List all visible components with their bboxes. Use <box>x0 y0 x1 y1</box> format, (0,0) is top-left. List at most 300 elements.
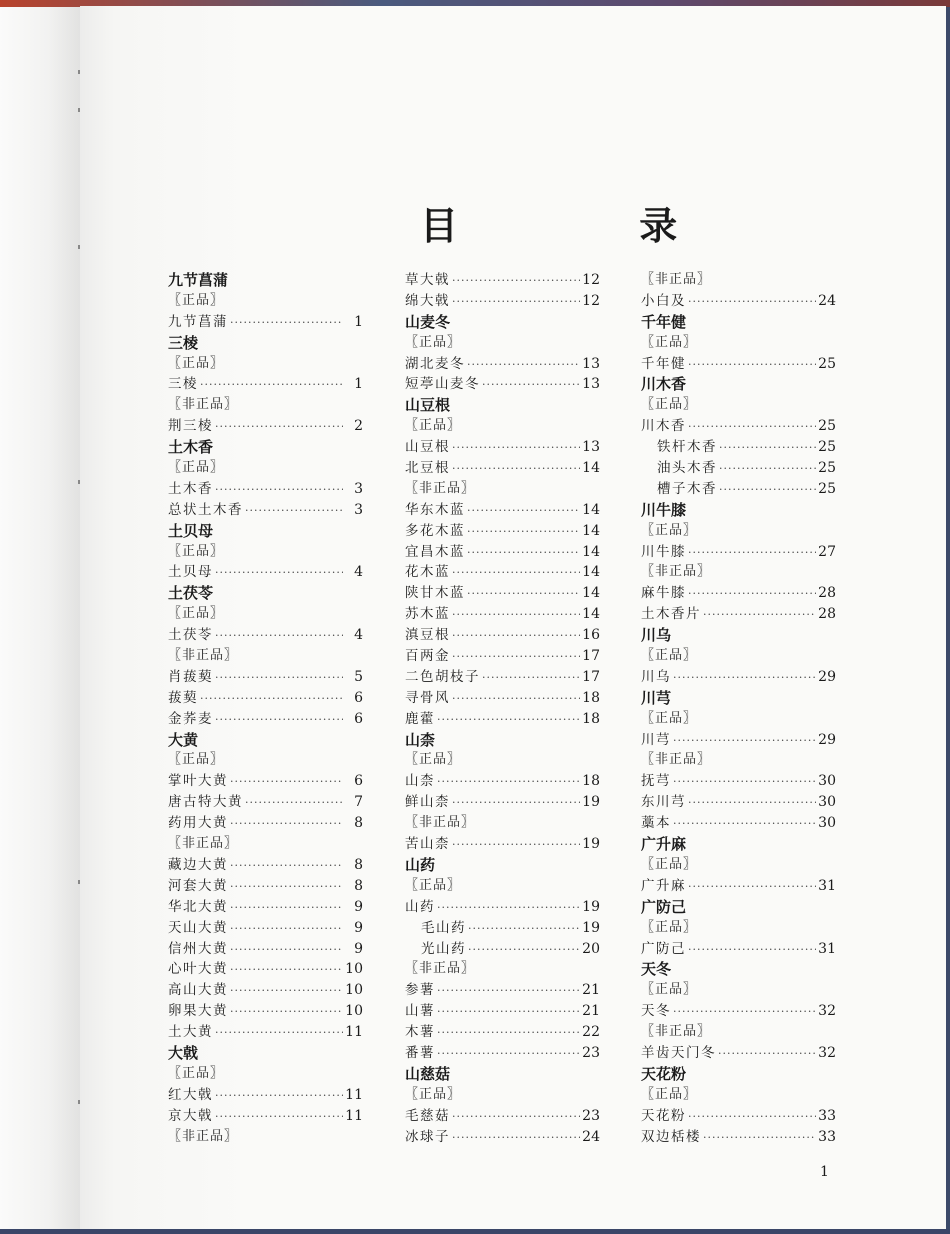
dot-leader <box>228 772 343 793</box>
entry-page-number: 4 <box>354 564 363 581</box>
toc-entry <box>168 500 363 521</box>
toc-entry <box>405 521 600 542</box>
toc-entry <box>405 604 600 625</box>
entry-page-number: 33 <box>818 1128 836 1145</box>
toc-entry <box>168 918 363 939</box>
entry-name: 寻骨风 <box>405 689 450 706</box>
toc-entry <box>405 667 600 688</box>
dot-leader <box>213 417 343 438</box>
section-heading: 广防己 <box>641 897 687 916</box>
entry-page-number: 12 <box>582 292 600 309</box>
entry-name: 京大戟 <box>168 1107 213 1124</box>
entry-page-number: 2 <box>354 418 363 435</box>
toc-entry <box>168 855 363 876</box>
entry-page-number: 11 <box>345 1086 363 1103</box>
entry-name: 菝葜 <box>168 689 198 706</box>
toc-entry <box>641 1043 836 1064</box>
dot-leader <box>450 793 580 814</box>
toc-column-2 <box>405 270 600 1147</box>
category-label: 〖正品〗 <box>405 418 462 434</box>
toc-entry <box>168 312 363 333</box>
toc-entry <box>168 771 363 792</box>
dot-leader <box>671 731 816 752</box>
toc-entry <box>641 604 836 625</box>
entry-page-number: 6 <box>354 773 363 790</box>
category-label: 〖非正品〗 <box>168 648 239 664</box>
dot-leader <box>686 292 816 313</box>
dot-leader <box>228 877 343 898</box>
toc-entry <box>641 291 836 312</box>
entry-name: 鹿藿 <box>405 710 435 727</box>
entry-page-number: 3 <box>354 480 363 497</box>
toc-entry <box>168 939 363 960</box>
dot-leader <box>213 480 343 501</box>
section-heading: 大戟 <box>168 1043 199 1062</box>
toc-entry <box>641 416 836 437</box>
entry-page-number: 25 <box>818 480 836 497</box>
toc-entry <box>405 939 600 960</box>
entry-page-number: 29 <box>818 731 836 748</box>
toc-entry <box>405 583 600 604</box>
section-heading: 天冬 <box>641 960 672 979</box>
entry-name: 麻牛膝 <box>641 585 686 602</box>
entry-name: 山柰 <box>405 773 435 790</box>
entry-page-number: 14 <box>582 522 600 539</box>
dot-leader <box>450 647 580 668</box>
toc-entry <box>168 792 363 813</box>
dot-leader <box>450 689 580 710</box>
entry-name: 毛山药 <box>421 919 466 936</box>
dot-leader <box>435 1044 580 1065</box>
toc-entry <box>405 897 600 918</box>
category-label: 〖正品〗 <box>641 1086 698 1102</box>
toc-entry <box>641 792 836 813</box>
category-label: 〖正品〗 <box>405 877 462 893</box>
dot-leader <box>465 355 580 376</box>
section-heading: 山药 <box>405 855 436 874</box>
entry-name: 苏木蓝 <box>405 606 450 623</box>
dot-leader <box>466 940 580 961</box>
section-heading: 川木香 <box>641 375 687 394</box>
entry-page-number: 23 <box>582 1107 600 1124</box>
entry-name: 天花粉 <box>641 1107 686 1124</box>
entry-name: 绵大戟 <box>405 292 450 309</box>
category-label: 〖非正品〗 <box>641 564 712 580</box>
dot-leader <box>717 438 816 459</box>
dot-leader <box>228 814 343 835</box>
entry-page-number: 23 <box>582 1044 600 1061</box>
entry-page-number: 5 <box>354 668 363 685</box>
entry-page-number: 3 <box>354 501 363 518</box>
dot-leader <box>435 898 580 919</box>
entry-name: 天山大黄 <box>168 919 228 936</box>
entry-page-number: 33 <box>818 1107 836 1124</box>
entry-page-number: 14 <box>582 606 600 623</box>
dot-leader <box>213 1086 343 1107</box>
toc-entry <box>405 270 600 291</box>
category-label: 〖正品〗 <box>405 334 462 350</box>
toc-entry <box>405 542 600 563</box>
dot-leader <box>243 793 343 814</box>
category-label: 〖正品〗 <box>641 856 698 872</box>
dot-leader <box>435 710 580 731</box>
section-heading: 山慈菇 <box>405 1064 451 1083</box>
dot-leader <box>466 919 580 940</box>
toc-entry <box>405 562 600 583</box>
entry-page-number: 18 <box>582 710 600 727</box>
entry-page-number: 10 <box>345 982 363 999</box>
dot-leader <box>480 668 580 689</box>
toc-entry <box>405 1022 600 1043</box>
book-spine <box>0 0 80 1234</box>
toc-entry <box>641 939 836 960</box>
entry-page-number: 27 <box>818 543 836 560</box>
entry-page-number: 30 <box>818 794 836 811</box>
toc-entry <box>641 1127 836 1148</box>
entry-page-number: 31 <box>818 877 836 894</box>
section-heading: 大黄 <box>168 730 199 749</box>
entry-name: 山药 <box>405 898 435 915</box>
dot-leader <box>450 271 580 292</box>
dot-leader <box>465 584 580 605</box>
toc-entry <box>168 709 363 730</box>
entry-page-number: 13 <box>582 376 600 393</box>
dot-leader <box>701 1128 816 1149</box>
category-label: 〖非正品〗 <box>641 272 712 287</box>
dot-leader <box>228 940 343 961</box>
category-label: 〖非正品〗 <box>641 752 712 768</box>
toc-entry <box>641 479 836 500</box>
dot-leader <box>671 772 816 793</box>
toc-entry <box>168 479 363 500</box>
toc-entry <box>168 980 363 1001</box>
entry-name: 抚芎 <box>641 773 671 790</box>
dot-leader <box>228 898 343 919</box>
toc-entry <box>641 1106 836 1127</box>
dot-leader <box>228 313 343 334</box>
entry-name: 土贝母 <box>168 564 213 581</box>
toc-entry <box>405 709 600 730</box>
toc-entry <box>405 1127 600 1148</box>
category-label: 〖正品〗 <box>405 1086 462 1102</box>
entry-page-number: 9 <box>354 919 363 936</box>
entry-page-number: 9 <box>354 898 363 915</box>
entry-page-number: 10 <box>345 961 363 978</box>
dot-leader <box>465 522 580 543</box>
entry-name: 双边栝楼 <box>641 1128 701 1145</box>
page-title: 目 录 <box>420 204 762 248</box>
dot-leader <box>717 459 816 480</box>
section-heading: 土贝母 <box>168 521 214 540</box>
category-label: 〖非正品〗 <box>405 480 476 496</box>
dot-leader <box>671 1002 816 1023</box>
entry-name: 木薯 <box>405 1024 435 1041</box>
category-label: 〖正品〗 <box>641 648 698 664</box>
entry-page-number: 14 <box>582 564 600 581</box>
entry-name: 唐古特大黄 <box>168 794 243 811</box>
entry-name: 广升麻 <box>641 877 686 894</box>
entry-name: 荆三棱 <box>168 418 213 435</box>
toc-entry <box>168 876 363 897</box>
toc-entry <box>168 625 363 646</box>
binding-stitch <box>78 108 80 112</box>
toc-entry <box>641 730 836 751</box>
entry-name: 陕甘木蓝 <box>405 585 465 602</box>
dot-leader <box>450 563 580 584</box>
binding-stitch <box>78 880 80 884</box>
dot-leader <box>228 1002 343 1023</box>
entry-page-number: 19 <box>582 794 600 811</box>
section-heading: 川牛膝 <box>641 500 687 519</box>
toc-entry <box>168 897 363 918</box>
dot-leader <box>465 543 580 564</box>
toc-entry <box>168 667 363 688</box>
toc-entry <box>405 792 600 813</box>
entry-page-number: 6 <box>354 710 363 727</box>
entry-name: 铁杆木香 <box>657 439 717 456</box>
category-label: 〖非正品〗 <box>168 836 239 852</box>
entry-name: 华东木蓝 <box>405 501 465 518</box>
entry-page-number: 12 <box>582 272 600 288</box>
entry-page-number: 30 <box>818 815 836 832</box>
category-label: 〖正品〗 <box>641 334 698 350</box>
entry-page-number: 20 <box>582 940 600 957</box>
dot-leader <box>450 1128 580 1149</box>
toc-entry <box>405 980 600 1001</box>
entry-name: 土木香片 <box>641 606 701 623</box>
dot-leader <box>435 1002 580 1023</box>
dot-leader <box>228 981 343 1002</box>
entry-name: 山豆根 <box>405 439 450 456</box>
section-heading: 山麦冬 <box>405 312 451 331</box>
entry-name: 鲜山柰 <box>405 794 450 811</box>
toc-entry <box>405 1001 600 1022</box>
entry-name: 心叶大黄 <box>168 961 228 978</box>
entry-page-number: 25 <box>818 460 836 477</box>
entry-page-number: 32 <box>818 1044 836 1061</box>
entry-page-number: 18 <box>582 689 600 706</box>
toc-entry <box>641 1001 836 1022</box>
entry-name: 土木香 <box>168 480 213 497</box>
entry-name: 华北大黄 <box>168 898 228 915</box>
category-label: 〖非正品〗 <box>168 1128 239 1144</box>
section-heading: 千年健 <box>641 312 687 331</box>
entry-page-number: 19 <box>582 836 600 853</box>
dot-leader <box>450 459 580 480</box>
entry-name: 掌叶大黄 <box>168 773 228 790</box>
entry-page-number: 16 <box>582 627 600 644</box>
entry-page-number: 25 <box>818 418 836 435</box>
dot-leader <box>435 1023 580 1044</box>
entry-name: 山薯 <box>405 1003 435 1020</box>
dot-leader <box>686 940 816 961</box>
section-heading: 九节菖蒲 <box>168 271 229 289</box>
toc-entry <box>168 688 363 709</box>
entry-page-number: 11 <box>345 1107 363 1124</box>
entry-name: 土茯苓 <box>168 627 213 644</box>
toc-entry <box>405 437 600 458</box>
entry-name: 滇豆根 <box>405 627 450 644</box>
category-label: 〖正品〗 <box>168 292 225 308</box>
dot-leader <box>228 919 343 940</box>
entry-name: 油头木香 <box>657 460 717 477</box>
entry-page-number: 6 <box>354 689 363 706</box>
dot-leader <box>213 626 343 647</box>
toc-entry <box>405 646 600 667</box>
toc-entry <box>405 1106 600 1127</box>
toc-entry <box>641 813 836 834</box>
category-label: 〖正品〗 <box>641 710 698 726</box>
dot-leader <box>450 438 580 459</box>
category-label: 〖正品〗 <box>168 355 225 371</box>
toc-entry <box>168 813 363 834</box>
toc-entry <box>405 458 600 479</box>
entry-page-number: 8 <box>354 815 363 832</box>
entry-name: 肖菝葜 <box>168 668 213 685</box>
entry-name: 苦山柰 <box>405 836 450 853</box>
toc-column-3 <box>641 270 836 1147</box>
entry-page-number: 32 <box>818 1003 836 1020</box>
section-heading: 川芎 <box>641 688 672 707</box>
entry-name: 天冬 <box>641 1003 671 1020</box>
entry-page-number: 30 <box>818 773 836 790</box>
toc-entry <box>168 1106 363 1127</box>
entry-page-number: 11 <box>345 1024 363 1041</box>
entry-name: 宜昌木蓝 <box>405 543 465 560</box>
dot-leader <box>716 1044 816 1065</box>
category-label: 〖正品〗 <box>168 460 225 476</box>
entry-name: 川芎 <box>641 731 671 748</box>
entry-page-number: 29 <box>818 668 836 685</box>
entry-name: 东川芎 <box>641 794 686 811</box>
section-heading: 天花粉 <box>641 1064 687 1083</box>
section-heading: 山柰 <box>405 730 436 749</box>
dot-leader <box>465 501 580 522</box>
entry-page-number: 19 <box>582 898 600 915</box>
dot-leader <box>450 292 580 313</box>
entry-name: 草大戟 <box>405 272 450 288</box>
entry-page-number: 24 <box>818 292 836 309</box>
binding-stitch <box>78 70 80 74</box>
toc-entry <box>405 688 600 709</box>
entry-name: 千年健 <box>641 355 686 372</box>
entry-page-number: 25 <box>818 439 836 456</box>
entry-name: 多花木蓝 <box>405 522 465 539</box>
entry-name: 广防己 <box>641 940 686 957</box>
entry-name: 金荞麦 <box>168 710 213 727</box>
dot-leader <box>450 605 580 626</box>
category-label: 〖非正品〗 <box>168 397 239 413</box>
toc-entry <box>405 291 600 312</box>
category-label: 〖正品〗 <box>641 522 698 538</box>
entry-name: 红大戟 <box>168 1086 213 1103</box>
dot-leader <box>243 501 343 522</box>
entry-name: 冰球子 <box>405 1128 450 1145</box>
entry-name: 番薯 <box>405 1044 435 1061</box>
dot-leader <box>480 375 580 396</box>
entry-page-number: 24 <box>582 1128 600 1145</box>
dot-leader <box>686 877 816 898</box>
dot-leader <box>213 563 343 584</box>
entry-name: 高山大黄 <box>168 982 228 999</box>
toc-entry <box>641 771 836 792</box>
entry-page-number: 4 <box>354 627 363 644</box>
toc-entry <box>168 1022 363 1043</box>
entry-page-number: 21 <box>582 1003 600 1020</box>
toc-entry <box>405 1043 600 1064</box>
entry-page-number: 18 <box>582 773 600 790</box>
entry-page-number: 9 <box>354 940 363 957</box>
section-heading: 土木香 <box>168 438 214 457</box>
dot-leader <box>198 689 343 710</box>
dot-leader <box>198 375 343 396</box>
entry-name: 药用大黄 <box>168 815 228 832</box>
toc-entry <box>405 500 600 521</box>
entry-page-number: 14 <box>582 501 600 518</box>
toc-entry <box>405 354 600 375</box>
category-label: 〖非正品〗 <box>405 961 476 977</box>
entry-name: 土大黄 <box>168 1024 213 1041</box>
page-number: 1 <box>820 1164 829 1180</box>
entry-name: 三棱 <box>168 376 198 393</box>
entry-name: 川牛膝 <box>641 543 686 560</box>
dot-leader <box>686 584 816 605</box>
toc-entry <box>168 959 363 980</box>
dot-leader <box>686 417 816 438</box>
entry-page-number: 14 <box>582 585 600 602</box>
entry-name: 光山药 <box>421 940 466 957</box>
entry-name: 河套大黄 <box>168 877 228 894</box>
toc-entry <box>168 1001 363 1022</box>
category-label: 〖正品〗 <box>641 982 698 998</box>
category-label: 〖正品〗 <box>405 752 462 768</box>
binding-stitch <box>78 480 80 484</box>
toc-entry <box>405 625 600 646</box>
category-label: 〖非正品〗 <box>405 815 476 831</box>
entry-name: 短葶山麦冬 <box>405 376 480 393</box>
dot-leader <box>450 626 580 647</box>
section-heading: 山豆根 <box>405 396 451 415</box>
category-label: 〖正品〗 <box>168 606 225 622</box>
dot-leader <box>701 605 816 626</box>
toc-column-1 <box>168 270 363 1147</box>
entry-name: 百两金 <box>405 648 450 665</box>
toc-entry <box>405 834 600 855</box>
dot-leader <box>671 814 816 835</box>
category-label: 〖正品〗 <box>168 543 225 559</box>
dot-leader <box>213 668 343 689</box>
binding-stitch <box>78 1100 80 1104</box>
entry-name: 信州大黄 <box>168 940 228 957</box>
binding-stitch <box>78 245 80 249</box>
entry-page-number: 28 <box>818 606 836 623</box>
dot-leader <box>686 1107 816 1128</box>
entry-page-number: 7 <box>354 794 363 811</box>
toc-entry <box>641 542 836 563</box>
category-label: 〖正品〗 <box>168 752 225 768</box>
entry-page-number: 1 <box>354 376 363 393</box>
entry-page-number: 8 <box>354 856 363 873</box>
toc-entry <box>641 667 836 688</box>
cover-edge-bottom <box>0 1229 950 1234</box>
dot-leader <box>671 668 816 689</box>
entry-page-number: 19 <box>582 919 600 936</box>
category-label: 〖正品〗 <box>641 397 698 413</box>
entry-name: 参薯 <box>405 982 435 999</box>
toc-entry <box>641 876 836 897</box>
dot-leader <box>686 355 816 376</box>
toc-entry <box>168 374 363 395</box>
